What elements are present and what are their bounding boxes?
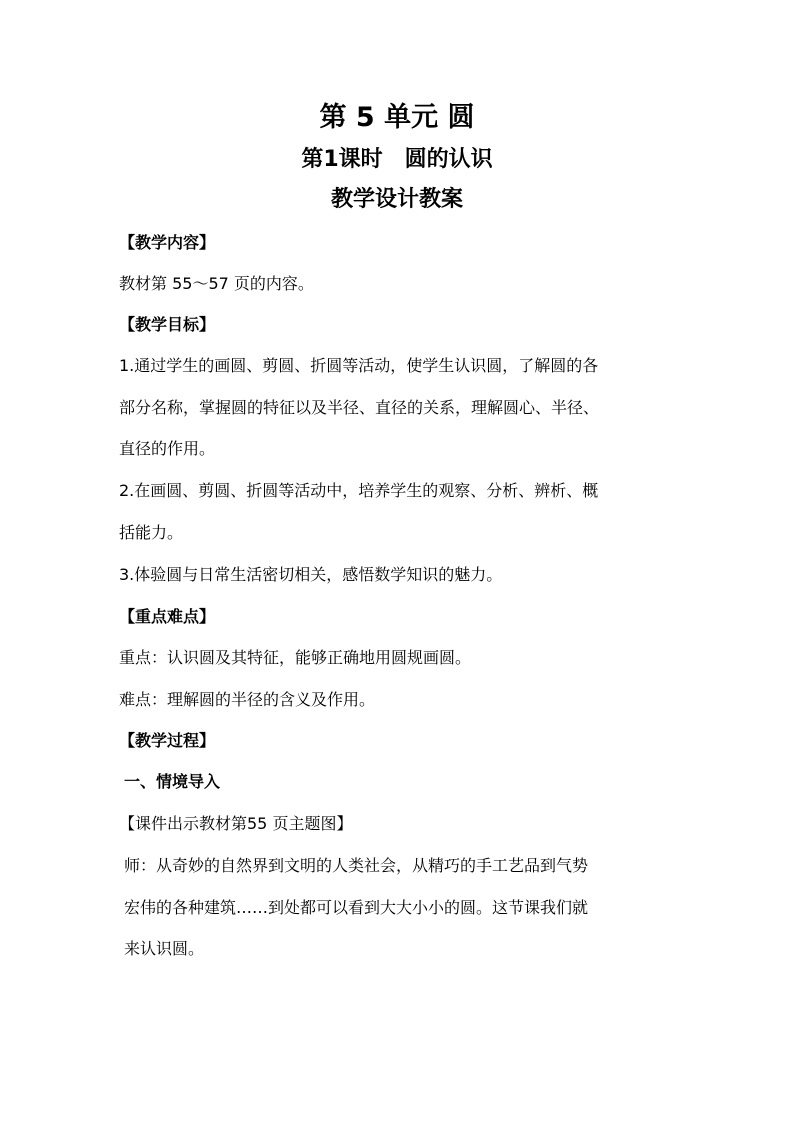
unit-title: 第 5 单元 圆 bbox=[319, 102, 475, 133]
process-heading: 【教学过程】 bbox=[119, 731, 216, 750]
teacher-line-3: 来认识圆。 bbox=[124, 939, 205, 958]
content-text: 教材第 55～57 页的内容。 bbox=[119, 274, 314, 293]
document-subtitle: 教学设计教案 bbox=[330, 187, 463, 212]
teacher-line-1: 师：从奇妙的自然界到文明的人类社会，从精巧的手工艺品到气势 bbox=[124, 856, 589, 875]
difficult-point: 难点：理解圆的半径的含义及作用。 bbox=[119, 690, 376, 709]
goal-1-line-2: 部分名称，掌握圆的特征以及半径、直径的关系，理解圆心、半径、 bbox=[119, 398, 600, 417]
goal-2-line-1: 2.在画圆、剪圆、折圆等活动中，培养学生的观察、分析、辨析、概 bbox=[119, 481, 599, 500]
content-heading: 【教学内容】 bbox=[119, 233, 216, 252]
goal-1-line-3: 直径的作用。 bbox=[119, 439, 216, 458]
courseware-note: 【课件出示教材第55 页主题图】 bbox=[119, 814, 353, 833]
goals-heading: 【教学目标】 bbox=[119, 315, 216, 334]
goal-2-line-2: 括能力。 bbox=[119, 523, 184, 542]
goal-3-line-1: 3.体验圆与日常生活密切相关，感悟数学知识的魅力。 bbox=[119, 565, 503, 584]
keypoints-heading: 【重点难点】 bbox=[119, 607, 216, 626]
lesson-title: 第1课时 圆的认识 bbox=[301, 147, 493, 172]
key-point: 重点：认识圆及其特征，能够正确地用圆规画圆。 bbox=[119, 648, 472, 667]
teacher-line-2: 宏伟的各种建筑……到处都可以看到大大小小的圆。这节课我们就 bbox=[124, 898, 589, 917]
goal-1-line-1: 1.通过学生的画圆、剪圆、折圆等活动，使学生认识圆，了解圆的各 bbox=[119, 356, 599, 375]
step-1-heading: 一、情境导入 bbox=[124, 772, 221, 791]
